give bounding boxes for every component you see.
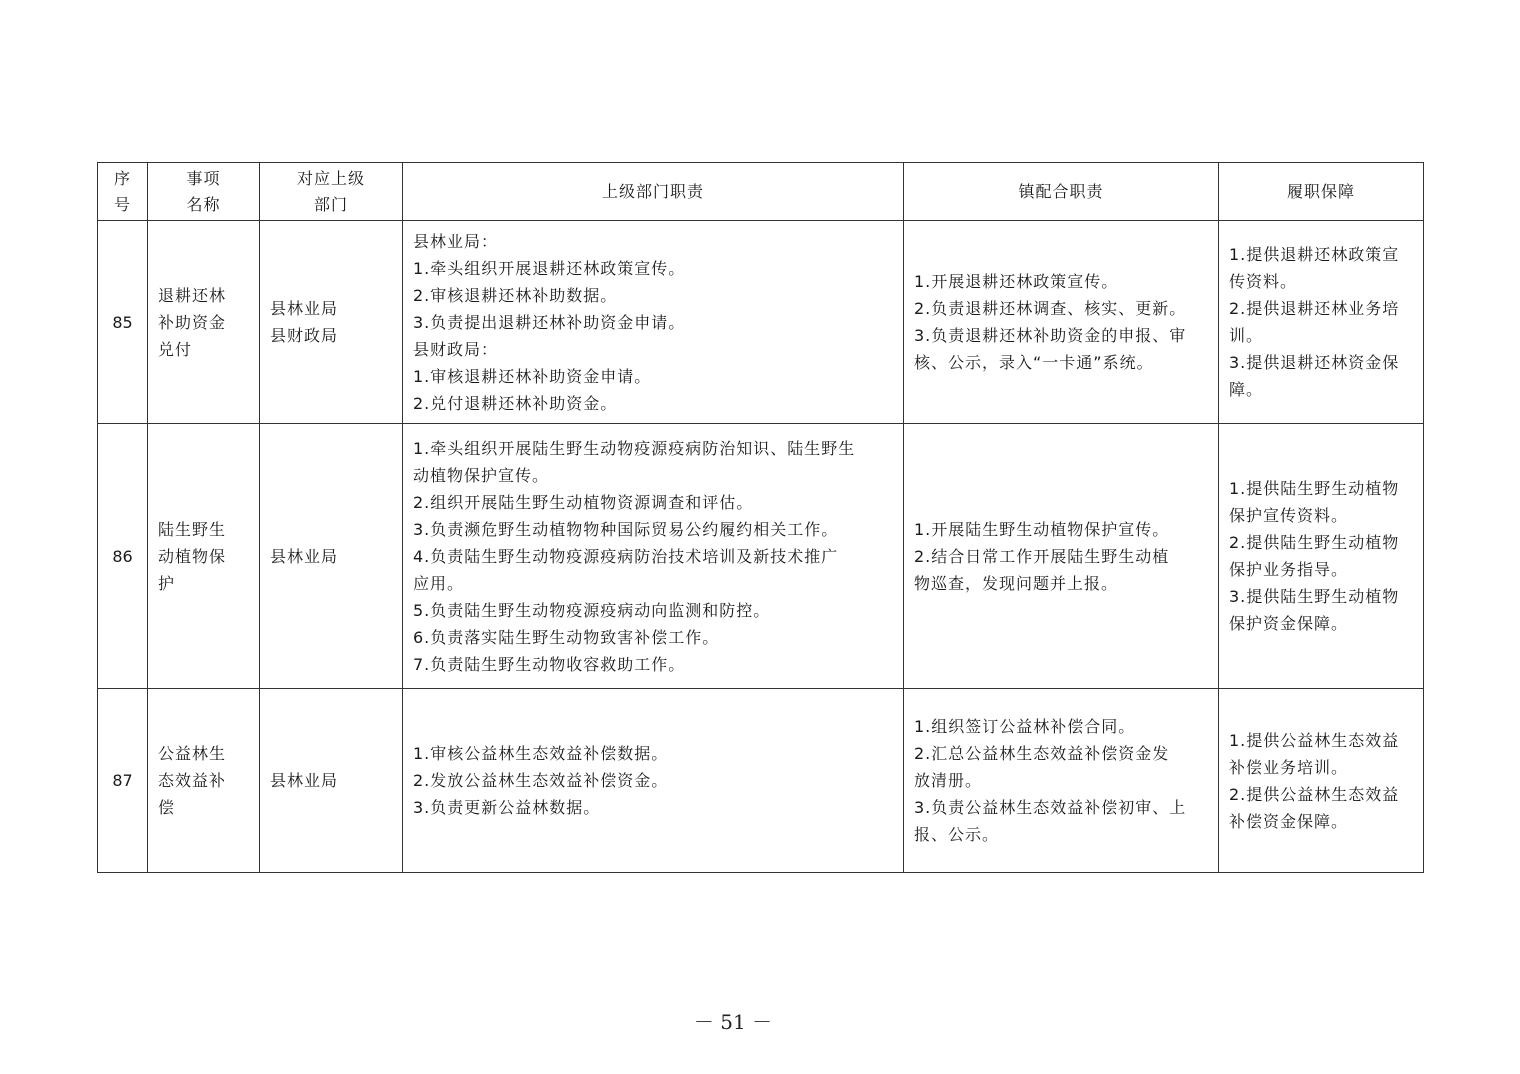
- table-row: [98, 689, 1424, 873]
- header-town-duty: 镇配合职责: [904, 163, 1219, 221]
- duty-table: [97, 162, 1424, 873]
- row-number-text: 86: [112, 546, 133, 566]
- upper-duty: 县林业局： 1.牵头组织开展退耕还林政策宣传。 2.审核退耕还林补助数据。 3.负责提出退耕还林补助资金申请。 县财政局： 1.审核退耕还林补助资金申请。 2.兑付退耕还林补助资金。: [403, 221, 904, 424]
- row-number: [98, 424, 148, 689]
- row-number-text: 85: [112, 312, 133, 332]
- item-name: 退耕还林 补助资金 兑付: [148, 221, 260, 424]
- item-name: 陆生野生 动植物保 护: [148, 424, 260, 689]
- row-number: [98, 689, 148, 873]
- upper-duty: 1.牵头组织开展陆生野生动物疫源疫病防治知识、陆生野生 动植物保护宣传。 2.组织开展陆生野生动植物资源调查和评估。 3.负责濒危野生动植物物种国际贸易公约履约相关工作。 4.负责陆生野生动物疫源疫病防治技术培训及新技术推广 应用。 5.负责陆生野生动物疫源疫病动向监测和防控。 6.负责落实陆生野生动物致害补偿工作。 7.负责陆生野生动物收容救助工作。: [403, 424, 904, 689]
- page-number: － 51 －: [693, 1010, 773, 1034]
- town-duty: 1.组织签订公益林补偿合同。 2.汇总公益林生态效益补偿资金发 放清册。 3.负责公益林生态效益补偿初审、上 报、公示。: [904, 689, 1219, 873]
- header-row: [98, 163, 1424, 221]
- duty-guarantee: 1.提供陆生野生动植物 保护宣传资料。 2.提供陆生野生动植物 保护业务指导。 3.提供陆生野生动植物 保护资金保障。: [1219, 424, 1424, 689]
- upper-dept: 县林业局: [260, 424, 403, 689]
- header-guarantee: 履职保障: [1219, 163, 1424, 221]
- row-number-text: 87: [112, 771, 133, 790]
- header-num: 序 号: [98, 163, 148, 221]
- duty-guarantee: 1.提供退耕还林政策宣 传资料。 2.提供退耕还林业务培 训。 3.提供退耕还林资金保 障。: [1219, 221, 1424, 424]
- town-duty: 1.开展退耕还林政策宣传。 2.负责退耕还林调查、核实、更新。 3.负责退耕还林补助资金的申报、审 核、公示，录入“一卡通”系统。: [904, 221, 1219, 424]
- header-name: 事项 名称: [148, 163, 260, 221]
- upper-dept: 县林业局 县财政局: [260, 221, 403, 424]
- upper-duty: 1.审核公益林生态效益补偿数据。 2.发放公益林生态效益补偿资金。 3.负责更新公益林数据。: [403, 689, 904, 873]
- header-dept: 对应上级 部门: [260, 163, 403, 221]
- item-name: 公益林生 态效益补 偿: [148, 689, 260, 873]
- town-duty: 1.开展陆生野生动植物保护宣传。 2.结合日常工作开展陆生野生动植 物巡查，发现问题并上报。: [904, 424, 1219, 689]
- duty-guarantee: 1.提供公益林生态效益 补偿业务培训。 2.提供公益林生态效益 补偿资金保障。: [1219, 689, 1424, 873]
- table-row: [98, 424, 1424, 689]
- header-upper-duty: 上级部门职责: [403, 163, 904, 221]
- table-row: [98, 221, 1424, 424]
- upper-dept: 县林业局: [260, 689, 403, 873]
- row-number: [98, 221, 148, 424]
